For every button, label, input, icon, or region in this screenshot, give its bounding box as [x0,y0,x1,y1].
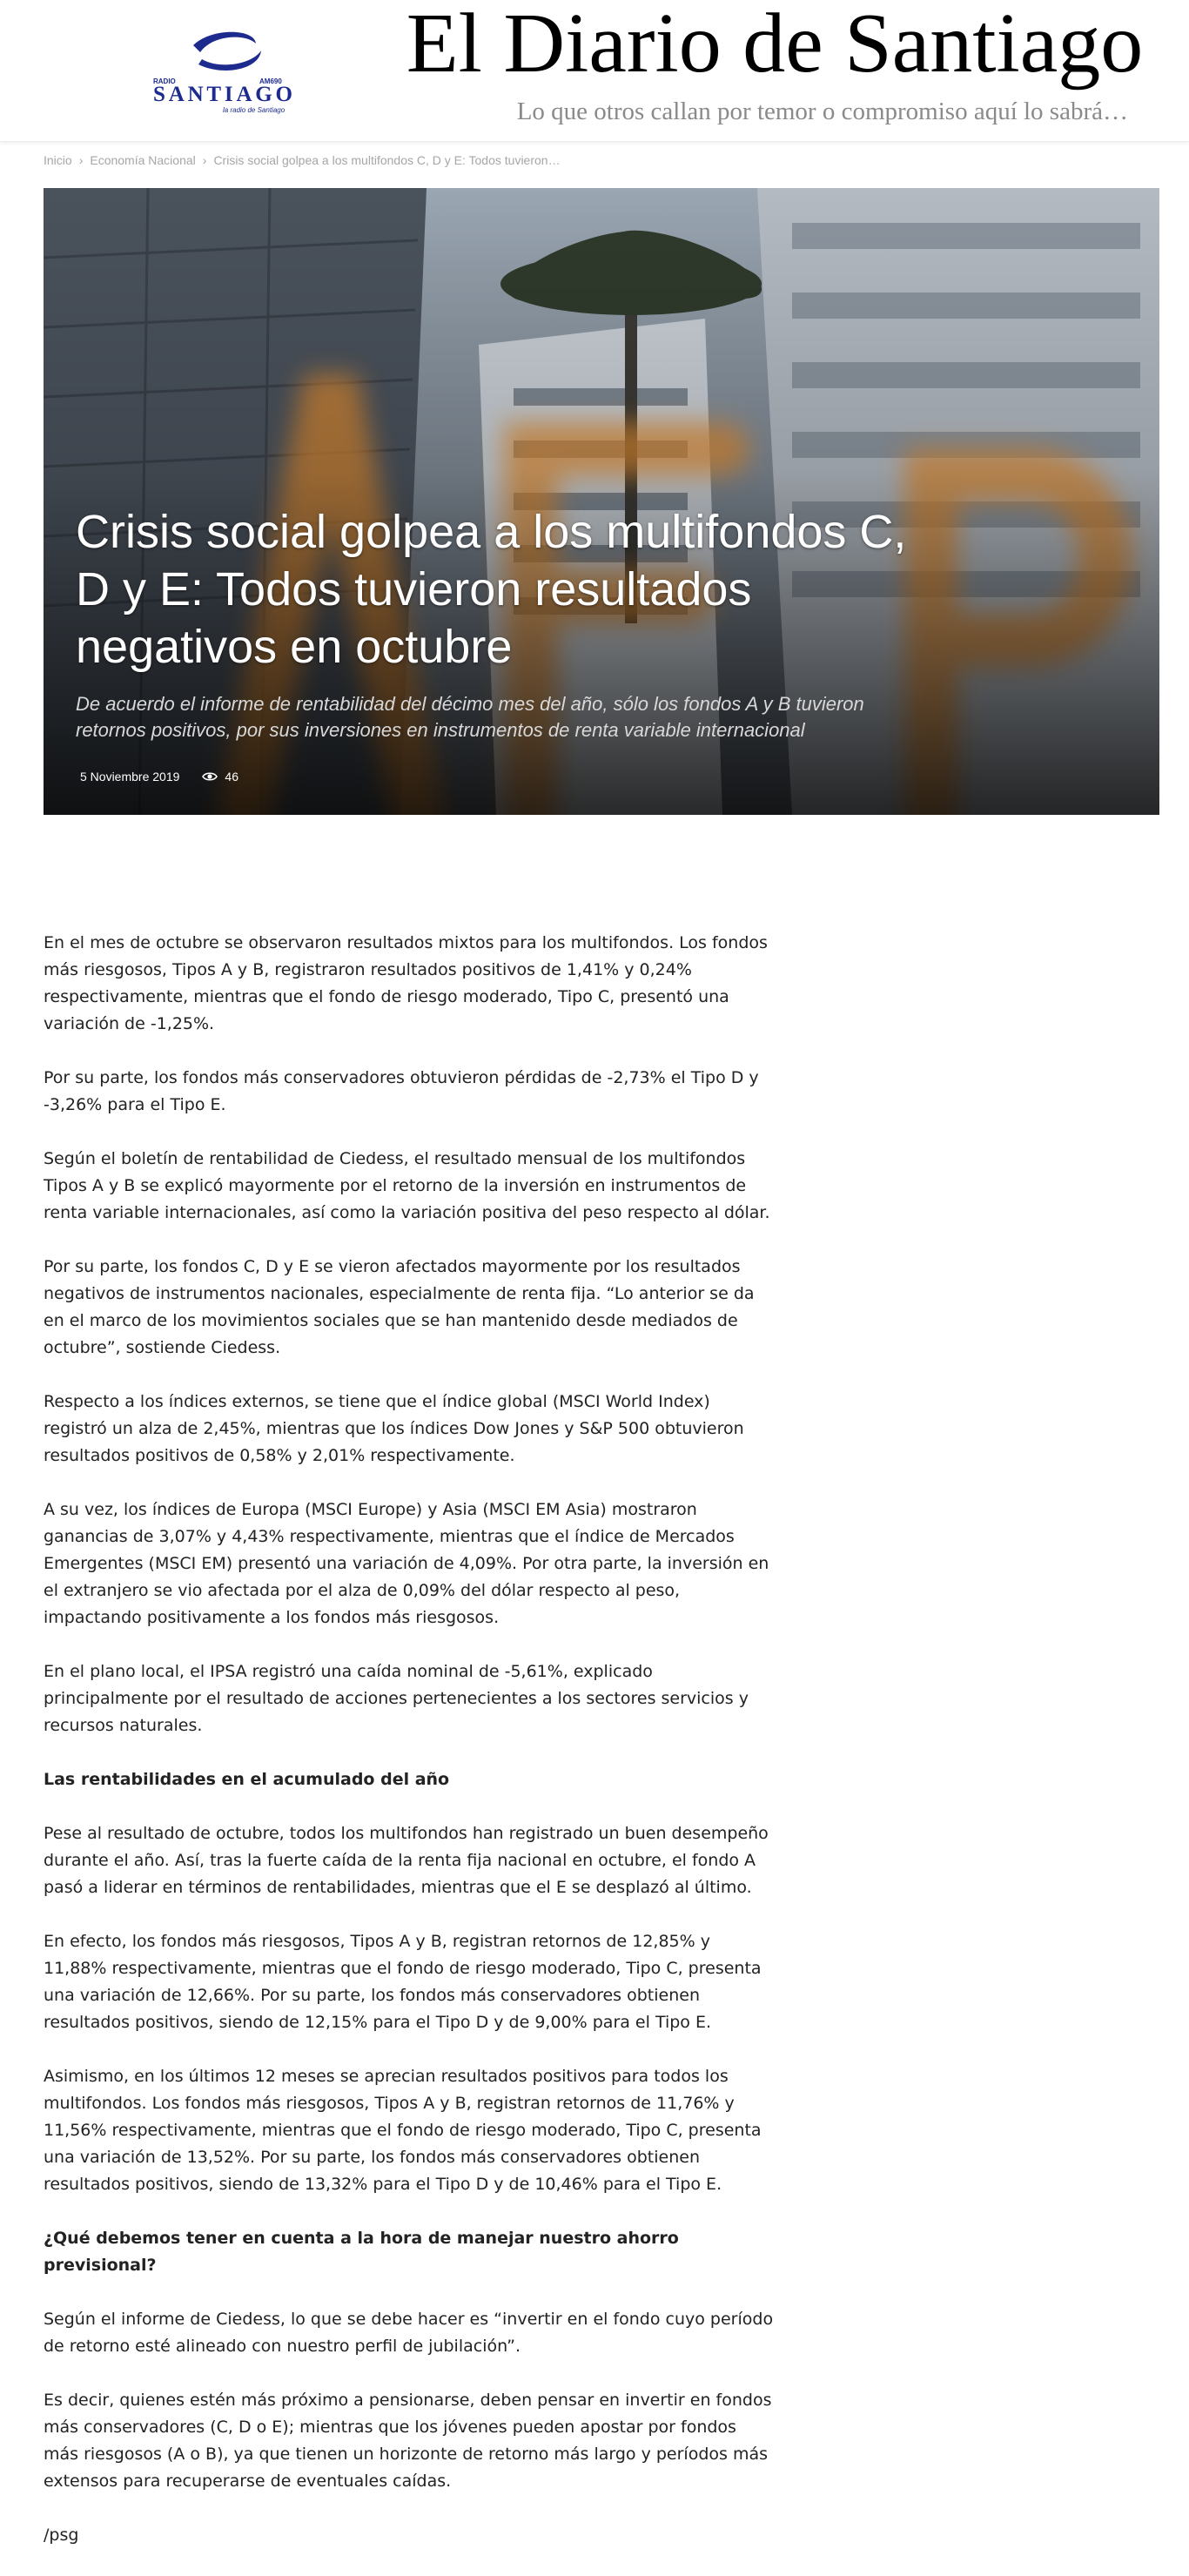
article-paragraph: Según el informe de Ciedess, lo que se debe hacer es “invertir en el fondo cuyo período de retorno esté alineado con nuestro perfil de jubilación”. [44,2310,774,2356]
breadcrumb-separator: › [78,153,84,167]
site-tagline: Lo que otros callan por temor o compromiso aquí lo sabrá… [516,98,1128,125]
logo-swoosh-icon [150,26,298,117]
article-paragraph: Es decir, quienes estén más próximo a pensionarse, deben pensar en invertir en fondos más conservadores (C, D o E); mientras que los jóvenes pueden apostar por fondos más riesgosos (A o B), ya que tienen un horizonte de retorno más largo y períodos más extensos para recuperarse de eventuales caídas. [44,2391,772,2491]
view-count [202,770,238,784]
site-header [0,0,1189,142]
article-paragraph: En el plano local, el IPSA registró una caída nominal de -5,61%, explicado principalmente por el resultado de acciones pertenecientes a los sectores servicios y recursos naturales. [44,1662,749,1735]
article-paragraph: Por su parte, los fondos más conservadores obtuvieron pérdidas de -2,73% el Tipo D y -3,26% para el Tipo E. [44,1068,759,1114]
article-paragraph: En el mes de octubre se observaron resultados mixtos para los multifondos. Los fondos más riesgosos, Tipos A y B, registraron resultados positivos de 1,41% y 0,24% respectivamente, mientras que el fondo de riesgo moderado, Tipo C, presentó una variación de -1,25%. [44,933,768,1033]
article-body [44,930,775,2576]
article-signature: /psg [44,2526,79,2545]
breadcrumb [44,153,561,167]
view-count-value: 46 [225,770,238,784]
breadcrumb-separator: › [202,153,207,167]
article-paragraph: Respecto a los índices externos, se tiene que el índice global (MSCI World Index) registró un alza de 2,45%, mientras que los índices Dow Jones y S&P 500 obtuvieron resultados positivos de 0,58% y 2,01% respectivamente. [44,1392,744,1465]
logo-slogan-text: la radio de Santiago [223,106,285,114]
article-paragraph: Pese al resultado de octubre, todos los multifondos han registrado un buen desempeño durante el año. Así, tras la fuerte caída de la renta fija nacional en octubre, el fondo A pasó a liderar en términos de rentabilidades, mientras que el E se desplazó al último. [44,1824,769,1897]
featured-image [44,188,1159,815]
article-paragraph: Asimismo, en los últimos 12 meses se aprecian resultados positivos para todos los multifondos. Los fondos más riesgosos, Tipos A y B, registran retornos de 11,76% y 11,56% respectivamente, mientras que el fondo de riesgo moderado, Tipo C, presenta una variación de 13,52%. Por su parte, los fondos más conservadores obtienen resultados positivos, siendo de 13,32% para el Tipo D y de 10,46% para el Tipo E. [44,2067,762,2194]
article-subheading: Las rentabilidades en el acumulado del año [44,1770,450,1789]
breadcrumb-category-link[interactable]: Economía Nacional [90,153,196,167]
article-meta [80,770,238,784]
site-title[interactable]: El Diario de Santiago [406,0,1144,91]
logo-radio-text: RADIO [153,77,176,85]
logo-santiago-text: SANTIAGO [153,83,292,106]
article-subtitle: De acuerdo el informe de rentabilidad del décimo mes del año, sólo los fondos A y B tuvieron retornos positivos, por sus inversiones en instrumentos de renta variable internacional [76,693,864,741]
article-date: 5 Noviembre 2019 [80,770,180,784]
article-paragraph: A su vez, los índices de Europa (MSCI Europe) y Asia (MSCI EM Asia) mostraron ganancias de 3,07% y 4,43% respectivamente, mientras que el índice de Mercados Emergentes (MSCI EM) presentó una variación de 4,09%. Por otra parte, la inversión en el extranjero se vio afectada por el alza de 0,09% del dólar respecto al peso, impactando positivamente a los fondos más riesgosos. [44,1500,769,1627]
article-paragraph: Por su parte, los fondos C, D y E se vieron afectados mayormente por los resultados negativos de instrumentos nacionales, especialmente de renta fija. “Lo anterior se da en el marco de los movimientos sociales que se han mantenido desde mediados de octubre”, sostiende Ciedess. [44,1257,755,1357]
breadcrumb-current: Crisis social golpea a los multifondos C, D y E: Todos tuvieron… [213,153,561,167]
article-subheading: ¿Qué debemos tener en cuenta a la hora de manejar nuestro ahorro previsional? [44,2229,679,2275]
logo-am-text: AM690 [259,77,282,85]
radio-santiago-logo[interactable] [150,26,298,117]
breadcrumb-home-link[interactable]: Inicio [44,153,72,167]
article-paragraph: Según el boletín de rentabilidad de Ciedess, el resultado mensual de los multifondos Tipos A y B se explicó mayormente por el retorno de la inversión en instrumentos de renta variable internacionales, así como la variación positiva del peso respecto al dólar. [44,1149,770,1222]
article-title: Crisis social golpea a los multifondos C, D y E: Todos tuvieron resultados negativos en octubre [76,506,907,673]
eye-icon [202,771,218,782]
article-paragraph: En efecto, los fondos más riesgosos, Tipos A y B, registran retornos de 12,85% y 11,88% respectivamente, mientras que el fondo de riesgo moderado, Tipo C, presenta una variación de 12,66%. Por su parte, los fondos más conservadores obtienen resultados positivos, siendo de 12,15% para el Tipo D y de 9,00% para el Tipo E. [44,1932,762,2032]
